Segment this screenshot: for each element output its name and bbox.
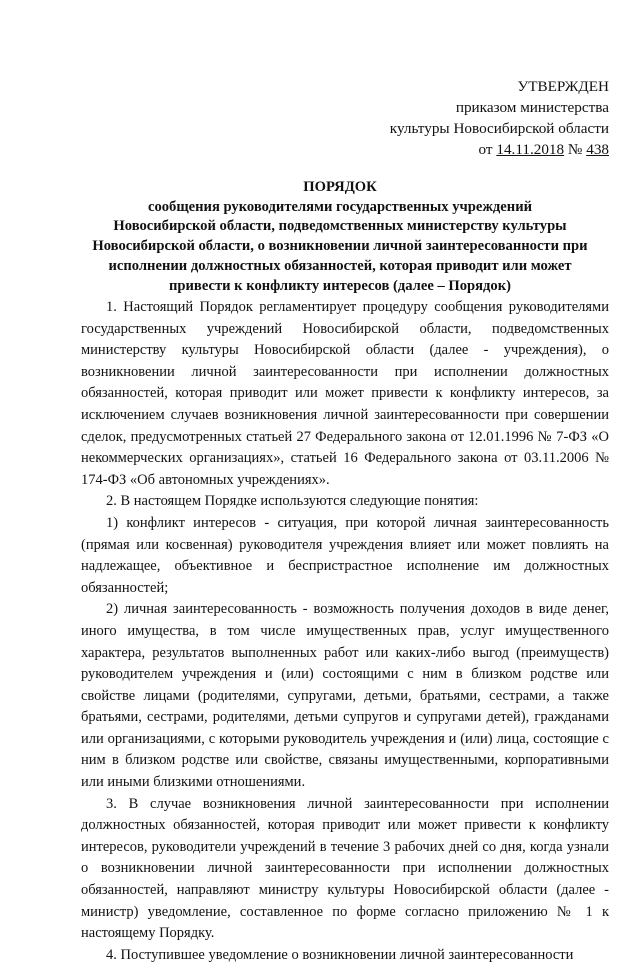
document-body	[81, 297, 609, 966]
approval-title: УТВЕРЖДЕН	[517, 78, 609, 95]
paragraph-4: 4. Поступившее уведомление о возникновении личной заинтересованности	[106, 946, 574, 963]
approval-date: 14.11.2018	[496, 141, 565, 158]
paragraph-1: 1. Настоящий Порядок регламентирует процедуру сообщения руководителями государственных учреждений Новосибирской области, подведомственных министерству культуры Новосибирской области (далее - учреждения), о возникновении личной заинтересованности при исполнении должностных обязанностей, которая приводит или может привести к конфликту интересов, за исключением случаев возникновения личной заинтересованности при совершении сделок, предусмотренных статьей 27 Федерального закона от 12.01.1996 № 7-ФЗ «О некоммерческих организациях», статьей 16 Федерального закона от 03.11.2006 № 174-ФЗ «Об автономных учреждениях».	[81, 299, 609, 488]
title-line: привести к конфликту интересов (далее – Порядок)	[169, 277, 511, 294]
approval-stamp	[300, 76, 609, 160]
title-line: сообщения руководителями государственных учреждений	[147, 198, 533, 215]
document-title	[40, 178, 640, 296]
approval-date-line	[300, 139, 609, 160]
paragraph-3: 3. В случае возникновения личной заинтересованности при исполнении должностных обязанностей, которая приводит или может привести к конфликту интересов, руководители учреждений в течение 3 рабочих дней со дня, когда узнали о возникновении личной заинтересованности при исполнении должностных обязанностей, направляют министру культуры Новосибирской области (далее - министр) уведомление, составленное по форме согласно приложению № 1 к настоящему Порядку.	[81, 795, 609, 942]
paragraph-2-item-1: 1) конфликт интересов - ситуация, при которой личная заинтересованность (прямая или косвенная) руководителя учреждения влияет или может повлиять на надлежащее, объективное и беспристрастное исполнение им должностных обязанностей;	[81, 514, 609, 596]
approval-from-label: от	[478, 141, 497, 158]
title-line: Новосибирской области, о возникновении личной заинтересованности при	[92, 238, 588, 255]
paragraph-2-item-2: 2) личная заинтересованность - возможность получения доходов в виде денег, иного имущества, в том числе имущественных прав, услуг имущественного характера, результатов выполненных работ или каких-либо выгод (преимуществ) руководителем учреждения и (или) состоящими с ним в близком родстве или свойстве лицами (родителями, супругами, детьми, братьями, сестрами, а также братьями, сестрами, родителями, детьми супругов и супругами детей), гражданами или организациями, с которыми руководитель учреждения и (или) лица, состоящие с ним в близком родстве или свойстве, связаны имущественными, корпоративными или иными близкими отношениями.	[81, 601, 609, 791]
title-line: Новосибирской области, подведомственных министерству культуры	[113, 218, 567, 235]
approval-number: 438	[586, 141, 609, 158]
approval-order-line: приказом министерства	[455, 99, 609, 116]
title-line: исполнении должностных обязанностей, которая приводит или может	[108, 257, 572, 274]
paragraph-2: 2. В настоящем Порядке используются следующие понятия:	[106, 493, 479, 510]
title-heading: ПОРЯДОК	[303, 179, 377, 195]
approval-number-label: №	[564, 141, 587, 158]
approval-ministry-line: культуры Новосибирской области	[389, 120, 609, 137]
